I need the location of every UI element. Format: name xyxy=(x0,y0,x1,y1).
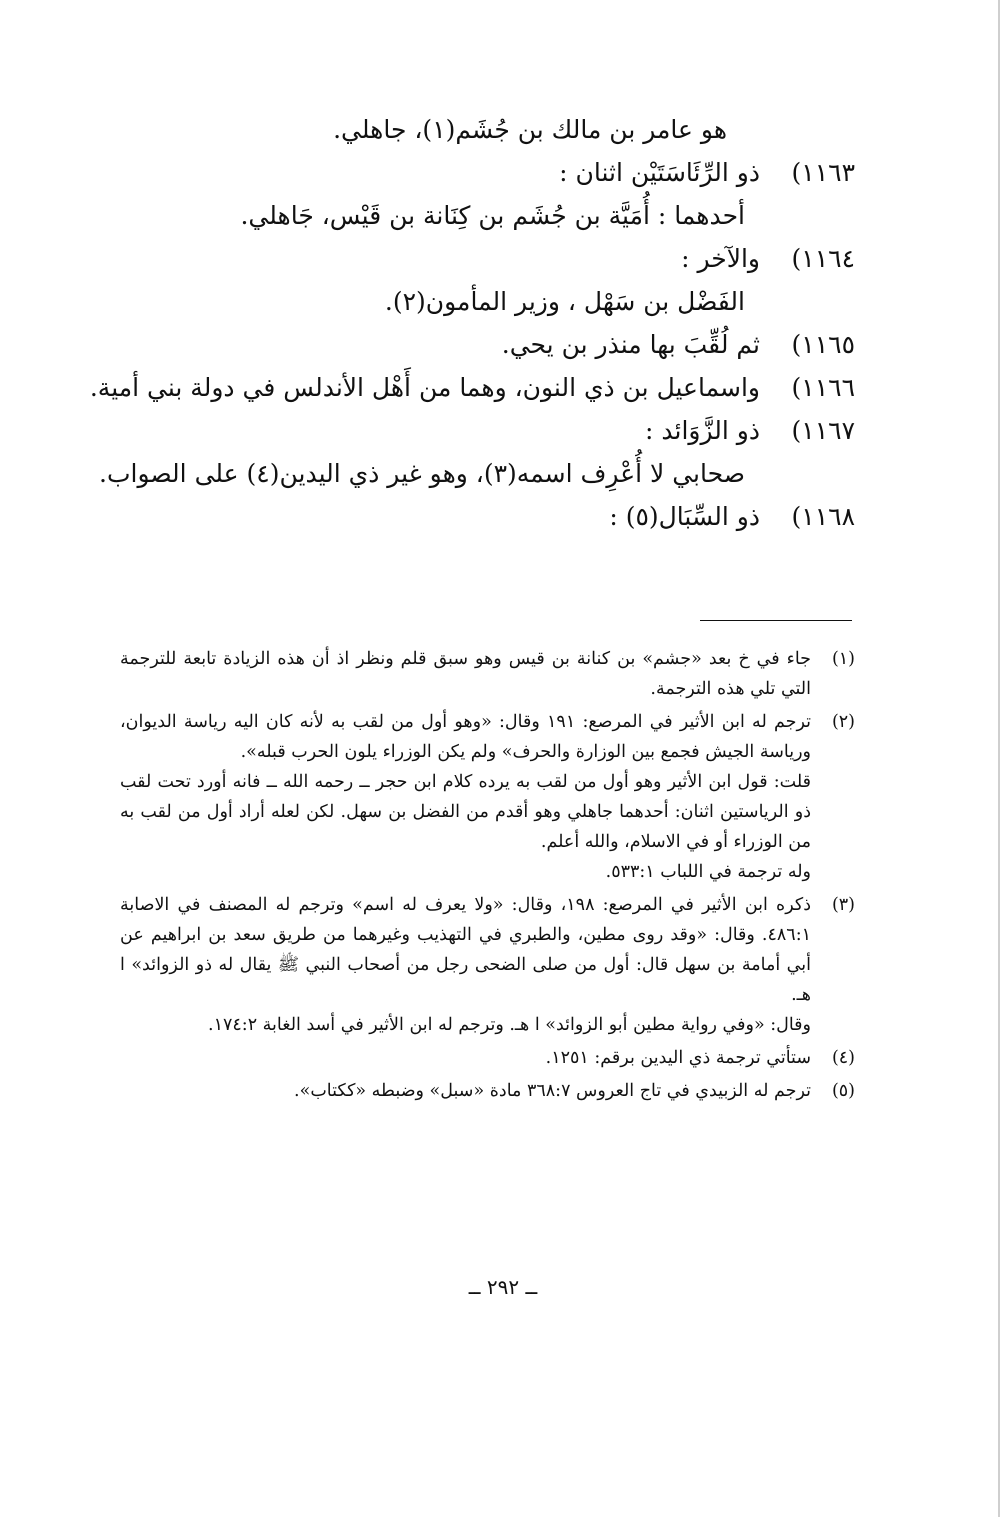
entry-number: ١١٦٧) xyxy=(791,416,855,445)
entry-1167 xyxy=(120,409,855,452)
footnote-text: ترجم له الزبيدي في تاج العروس ٣٦٨:٧ مادة «سبل» وضبطه «ككتاب». xyxy=(294,1081,811,1101)
entry-text: ذو الرِّئَاسَتَيْن اثنان : xyxy=(559,158,760,187)
footnote-text: قلت: قول ابن الأثير وهو أول من لقب به يرده كلام ابن حجر ــ رحمه الله ــ فانه أورد تحت لقب ذو الرياستين اثنان: أحدهما جاهلي وهو أقدم من الفضل بن سهل. لكن لعله أراد أول من لقب به من الوزراء أو في الاسلام، والله أعلم. xyxy=(120,772,811,852)
entry-1168 xyxy=(120,495,855,538)
entry-1166 xyxy=(89,366,855,409)
entry-number: ١١٦٥) xyxy=(791,330,855,359)
page-number: ــ ٢٩٢ ــ xyxy=(468,1275,538,1299)
entry-text: واسماعيل بن ذي النون، وهما من أَهْل الأندلس في دولة بني أمية. xyxy=(89,373,760,402)
footnote-body xyxy=(120,707,811,887)
footnote-body xyxy=(120,890,811,1040)
footnotes xyxy=(120,644,855,1109)
footnote-number: (٤) xyxy=(831,1048,855,1068)
footnote-text: جاء في خ بعد «جشم» بن كنانة بن قيس وهو سبق قلم ونظر اذ أن هذه الزيادة تابعة للترجمة التي تلي هذه الترجمة. xyxy=(120,649,811,699)
entry-number: ١١٦٦) xyxy=(791,373,855,402)
footnote-3 xyxy=(120,890,855,1040)
footnote-text: وقال: «وفي رواية مطين أبو الزوائد» ا هـ. وترجم له ابن الأثير في أسد الغابة ١٧٤:٢. xyxy=(208,1015,811,1035)
footnote-1 xyxy=(120,644,855,704)
entry-number: ١١٦٣) xyxy=(791,158,855,187)
entry-number: ١١٦٤) xyxy=(791,244,855,273)
footnote-text: ترجم له ابن الأثير في المرصع: ١٩١ وقال: «وهو أول من لقب به لأنه كان اليه رياسة الديوان، ورياسة الجيش فجمع بين الوزارة والحرف» ولم يكن الوزراء يلون الحرب قبله». xyxy=(120,712,811,762)
footnote-4 xyxy=(120,1043,855,1073)
entry-text: ذو الزَّوَائد : xyxy=(645,416,760,445)
intro-line: هو عامر بن مالك بن جُشَم(١)، جاهلي. xyxy=(333,115,727,144)
entry-1163-detail: أحدهما : أُمَيَّة بن جُشَم بن كِنَانة بن قَيْس، جَاهلي. xyxy=(240,201,745,230)
footnote-number: (٢) xyxy=(831,712,855,732)
footnote-2 xyxy=(120,707,855,887)
entry-1164-detail: الفَضْل بن سَهْل ، وزير المأمون(٢). xyxy=(384,287,745,316)
footnote-body xyxy=(120,1043,811,1073)
footnote-text: ستأتي ترجمة ذي اليدين برقم: ١٢٥١. xyxy=(545,1048,811,1068)
entry-1165 xyxy=(120,323,855,366)
entry-text: ثم لُقِّبَ بها منذر بن يحي. xyxy=(501,330,760,359)
footnote-number: (٣) xyxy=(831,895,855,915)
footnote-number: (١) xyxy=(831,649,855,669)
footnote-text: ذكره ابن الأثير في المرصع: ١٩٨، وقال: «ولا يعرف له اسم» وترجم له المصنف في الاصابة ٤٨٦:١. وقال: «وقد روى مطين، والطبري في التهذيب وغيرهما من طريق سعد بن ابراهيم عن أبي أمامة بن سهل قال: أول من صلى الضحى رجل من أصحاب النبي ﷺ يقال له ذو الزوائد» ا هـ. xyxy=(120,895,811,1005)
footnote-number: (٥) xyxy=(831,1081,855,1101)
footnote-separator xyxy=(700,620,852,621)
entry-1163 xyxy=(120,151,855,194)
footnote-5 xyxy=(120,1076,855,1106)
entry-text: ذو السِّبَال(٥) : xyxy=(609,502,760,531)
entry-text: والآخر : xyxy=(681,244,760,273)
entry-number: ١١٦٨) xyxy=(791,502,855,531)
footnote-body xyxy=(120,1076,811,1106)
entry-1167-detail: صحابي لا أُعْرِف اسمه(٣)، وهو غير ذي اليدين(٤) على الصواب. xyxy=(99,459,745,488)
footnote-body xyxy=(120,644,811,704)
footnote-text: وله ترجمة في اللباب ٥٣٣:١. xyxy=(605,862,811,882)
entry-1164 xyxy=(120,237,855,280)
main-text xyxy=(89,108,855,538)
